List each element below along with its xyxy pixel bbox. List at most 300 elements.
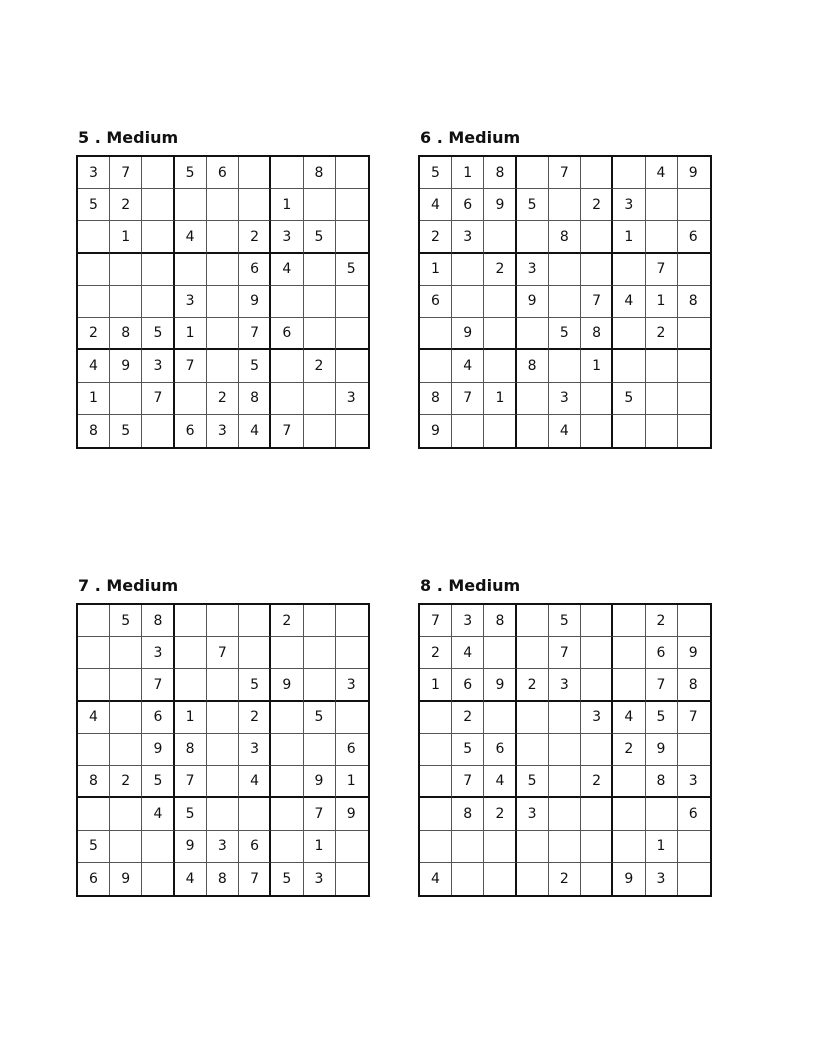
sudoku-cell [271,350,303,382]
sudoku-cell: 5 [304,702,336,734]
sudoku-cell [142,863,174,895]
sudoku-cell [304,383,336,415]
sudoku-cell [142,286,174,318]
sudoku-cell [549,734,581,766]
sudoku-cell: 4 [78,702,110,734]
sudoku-cell [110,637,142,669]
sudoku-cell [452,415,484,447]
sudoku-cell: 1 [110,221,142,253]
sudoku-cell: 8 [78,415,110,447]
sudoku-cell: 6 [207,157,239,189]
sudoku-cell [581,254,613,286]
sudoku-cell: 6 [78,863,110,895]
sudoku-cell: 3 [78,157,110,189]
sudoku-cell: 3 [175,286,207,318]
sudoku-cell [613,831,645,863]
sudoku-cell [78,254,110,286]
sudoku-cell: 4 [646,157,678,189]
sudoku-cell: 1 [175,318,207,350]
sudoku-cell: 9 [271,669,303,701]
sudoku-cell [336,157,368,189]
sudoku-cell [678,383,710,415]
sudoku-cell: 1 [336,766,368,798]
sudoku-cell: 7 [142,669,174,701]
sudoku-cell: 5 [239,350,271,382]
sudoku-cell: 3 [271,221,303,253]
sudoku-cell: 7 [420,605,452,637]
sudoku-cell: 3 [239,734,271,766]
sudoku-cell [581,221,613,253]
sudoku-cell: 7 [239,863,271,895]
sudoku-cell: 6 [271,318,303,350]
sudoku-cell: 3 [452,605,484,637]
sudoku-cell [304,189,336,221]
sudoku-cell: 1 [581,350,613,382]
sudoku-cell [678,254,710,286]
sudoku-cell: 2 [271,605,303,637]
sudoku-cell: 8 [581,318,613,350]
sudoku-cell: 7 [678,702,710,734]
sudoku-cell: 2 [304,350,336,382]
sudoku-cell [452,286,484,318]
sudoku-cell [110,734,142,766]
sudoku-cell: 4 [452,637,484,669]
sudoku-cell [207,254,239,286]
sudoku-cell [517,863,549,895]
sudoku-cell: 8 [484,157,516,189]
sudoku-cell: 2 [484,798,516,830]
sudoku-cell: 6 [678,221,710,253]
sudoku-cell: 2 [239,702,271,734]
sudoku-cell: 9 [142,734,174,766]
sudoku-cell: 5 [549,318,581,350]
sudoku-cell: 1 [420,669,452,701]
sudoku-cell: 9 [420,415,452,447]
sudoku-cell [110,798,142,830]
sudoku-cell [142,189,174,221]
sudoku-cell: 2 [110,766,142,798]
sudoku-cell [484,415,516,447]
sudoku-cell: 1 [78,383,110,415]
sudoku-cell: 4 [549,415,581,447]
sudoku-cell [452,254,484,286]
sudoku-cell: 4 [420,189,452,221]
sudoku-cell [207,318,239,350]
sudoku-cell: 8 [678,669,710,701]
sudoku-cell [142,415,174,447]
sudoku-cell: 4 [142,798,174,830]
sudoku-cell: 3 [646,863,678,895]
sudoku-grid [76,155,370,449]
sudoku-cell: 1 [271,189,303,221]
sudoku-cell [678,831,710,863]
sudoku-cell [304,669,336,701]
sudoku-cell [613,350,645,382]
sudoku-cell [613,415,645,447]
sudoku-cell [581,798,613,830]
sudoku-cell [517,734,549,766]
sudoku-cell [420,798,452,830]
sudoku-cell: 3 [678,766,710,798]
sudoku-cell [517,831,549,863]
sudoku-cell: 2 [613,734,645,766]
sudoku-cell [678,734,710,766]
sudoku-cell: 2 [420,221,452,253]
sudoku-cell: 2 [517,669,549,701]
sudoku-cell [678,350,710,382]
sudoku-cell: 7 [646,669,678,701]
sudoku-cell [581,605,613,637]
sudoku-cell: 9 [613,863,645,895]
sudoku-cell: 9 [175,831,207,863]
sudoku-cell [646,798,678,830]
sudoku-cell: 3 [517,798,549,830]
sudoku-cell [304,318,336,350]
sudoku-cell: 6 [452,669,484,701]
sudoku-cell: 8 [420,383,452,415]
sudoku-cell: 6 [420,286,452,318]
sudoku-cell [581,734,613,766]
sudoku-cell [484,637,516,669]
sudoku-cell: 5 [304,221,336,253]
sudoku-cell [239,605,271,637]
sudoku-cell: 7 [207,637,239,669]
sudoku-cell [549,254,581,286]
sudoku-cell [239,798,271,830]
sudoku-cell: 7 [452,766,484,798]
sudoku-cell: 9 [110,863,142,895]
sudoku-cell [78,605,110,637]
sudoku-cell [517,415,549,447]
sudoku-cell: 5 [239,669,271,701]
sudoku-cell: 9 [304,766,336,798]
sudoku-cell: 1 [646,831,678,863]
sudoku-cell [517,157,549,189]
sudoku-cell: 1 [452,157,484,189]
sudoku-cell [678,863,710,895]
sudoku-cell [613,798,645,830]
sudoku-cell: 6 [142,702,174,734]
sudoku-cell [110,254,142,286]
sudoku-cell [613,669,645,701]
sudoku-cell: 8 [678,286,710,318]
sudoku-cell: 9 [678,157,710,189]
sudoku-cell: 4 [78,350,110,382]
sudoku-cell: 3 [452,221,484,253]
sudoku-cell: 5 [613,383,645,415]
sudoku-cell [452,831,484,863]
sudoku-cell: 1 [175,702,207,734]
sudoku-cell [207,189,239,221]
sudoku-cell [336,605,368,637]
sudoku-cell: 2 [207,383,239,415]
sudoku-grid [76,603,370,897]
sudoku-cell: 9 [484,189,516,221]
sudoku-cell [420,766,452,798]
sudoku-cell [581,863,613,895]
sudoku-cell [613,157,645,189]
sudoku-cell [207,605,239,637]
sudoku-cell: 2 [581,766,613,798]
sudoku-cell: 7 [142,383,174,415]
sudoku-cell: 1 [420,254,452,286]
sudoku-cell: 7 [452,383,484,415]
sudoku-cell [336,318,368,350]
sudoku-cell: 6 [646,637,678,669]
sudoku-cell: 8 [549,221,581,253]
sudoku-cell: 5 [420,157,452,189]
sudoku-cell [271,637,303,669]
sudoku-cell [336,831,368,863]
sudoku-cell [207,734,239,766]
sudoku-cell: 7 [271,415,303,447]
sudoku-cell [175,189,207,221]
sudoku-cell: 2 [484,254,516,286]
sudoku-cell: 8 [110,318,142,350]
sudoku-cell: 7 [581,286,613,318]
sudoku-cell: 9 [646,734,678,766]
sudoku-cell: 5 [517,189,549,221]
sudoku-cell: 3 [336,669,368,701]
sudoku-cell: 3 [207,415,239,447]
sudoku-cell [420,350,452,382]
sudoku-cell [517,383,549,415]
sudoku-cell [304,415,336,447]
sudoku-grid [418,155,712,449]
sudoku-cell: 7 [549,637,581,669]
sudoku-cell: 3 [613,189,645,221]
sudoku-cell: 2 [110,189,142,221]
sudoku-cell [452,863,484,895]
sudoku-cell [484,863,516,895]
sudoku-cell [517,702,549,734]
sudoku-cell: 9 [110,350,142,382]
sudoku-cell [207,221,239,253]
sudoku-cell: 4 [239,766,271,798]
sudoku-cell: 4 [613,286,645,318]
sudoku-cell: 9 [239,286,271,318]
sudoku-cell [549,766,581,798]
sudoku-cell: 6 [484,734,516,766]
sudoku-cell: 5 [142,318,174,350]
sudoku-cell [678,415,710,447]
sudoku-cell: 2 [239,221,271,253]
sudoku-cell [78,734,110,766]
sudoku-cell [678,189,710,221]
sudoku-cell [239,157,271,189]
sudoku-cell: 1 [646,286,678,318]
sudoku-cell [271,702,303,734]
sudoku-cell: 5 [646,702,678,734]
sudoku-cell [484,318,516,350]
sudoku-cell [581,157,613,189]
sudoku-cell: 5 [110,605,142,637]
sudoku-cell [336,863,368,895]
sudoku-cell [336,286,368,318]
sudoku-cell: 8 [239,383,271,415]
sudoku-cell: 1 [613,221,645,253]
sudoku-cell: 2 [452,702,484,734]
sudoku-cell: 5 [549,605,581,637]
puzzle-title: 6 . Medium [420,128,521,147]
sudoku-cell [304,286,336,318]
sudoku-cell [271,734,303,766]
sudoku-cell [239,189,271,221]
sudoku-cell [110,702,142,734]
sudoku-cell: 4 [175,221,207,253]
sudoku-cell [175,383,207,415]
sudoku-cell [581,415,613,447]
sudoku-cell: 3 [336,383,368,415]
sudoku-cell [517,605,549,637]
sudoku-cell [175,605,207,637]
sudoku-cell: 8 [175,734,207,766]
sudoku-cell [420,318,452,350]
sudoku-cell [175,637,207,669]
sudoku-cell [78,798,110,830]
sudoku-cell [549,286,581,318]
sudoku-cell: 4 [484,766,516,798]
sudoku-cell: 5 [142,766,174,798]
sudoku-cell [175,254,207,286]
sudoku-cell: 7 [646,254,678,286]
sudoku-cell [549,831,581,863]
sudoku-cell [271,383,303,415]
sudoku-cell [549,189,581,221]
sudoku-cell [484,221,516,253]
sudoku-cell: 6 [452,189,484,221]
sudoku-cell: 9 [678,637,710,669]
sudoku-cell: 8 [646,766,678,798]
sudoku-cell: 5 [336,254,368,286]
sudoku-cell [304,637,336,669]
sudoku-cell [613,605,645,637]
sudoku-grid [418,603,712,897]
sudoku-cell [517,221,549,253]
sudoku-cell [207,350,239,382]
sudoku-cell [271,831,303,863]
sudoku-cell: 5 [78,831,110,863]
sudoku-cell [110,383,142,415]
sudoku-cell [304,734,336,766]
sudoku-cell [549,798,581,830]
sudoku-cell: 3 [304,863,336,895]
sudoku-cell [517,318,549,350]
sudoku-cell [336,637,368,669]
sudoku-cell [78,669,110,701]
sudoku-cell: 4 [452,350,484,382]
sudoku-cell: 9 [452,318,484,350]
sudoku-cell [613,766,645,798]
sudoku-cell [581,383,613,415]
sudoku-cell: 8 [78,766,110,798]
sudoku-cell [646,189,678,221]
sudoku-cell: 1 [484,383,516,415]
sudoku-cell [336,702,368,734]
sudoku-cell [484,350,516,382]
sudoku-cell [517,637,549,669]
sudoku-cell: 8 [207,863,239,895]
sudoku-cell [581,637,613,669]
sudoku-cell [175,669,207,701]
sudoku-cell [304,254,336,286]
puzzle-title: 5 . Medium [78,128,179,147]
sudoku-cell: 5 [517,766,549,798]
sudoku-cell: 7 [175,766,207,798]
sudoku-cell: 3 [142,637,174,669]
sudoku-cell [581,669,613,701]
sudoku-cell [613,254,645,286]
sudoku-cell: 2 [646,318,678,350]
sudoku-cell: 7 [175,350,207,382]
sudoku-cell: 7 [549,157,581,189]
sudoku-cell: 8 [452,798,484,830]
sudoku-cell: 2 [420,637,452,669]
sudoku-cell: 2 [581,189,613,221]
sudoku-cell: 3 [517,254,549,286]
sudoku-cell [110,669,142,701]
sudoku-cell [613,637,645,669]
sudoku-cell: 5 [175,157,207,189]
sudoku-cell [207,766,239,798]
sudoku-cell: 4 [239,415,271,447]
sudoku-cell: 2 [78,318,110,350]
sudoku-cell: 9 [517,286,549,318]
sudoku-cell: 7 [304,798,336,830]
sudoku-cell: 3 [142,350,174,382]
sudoku-cell [646,383,678,415]
sudoku-cell [484,831,516,863]
sudoku-cell [549,350,581,382]
sudoku-cell [336,221,368,253]
sudoku-cell: 5 [175,798,207,830]
sudoku-cell [646,350,678,382]
sudoku-cell: 5 [110,415,142,447]
sudoku-cell [304,605,336,637]
sudoku-cell [420,831,452,863]
sudoku-cell: 3 [207,831,239,863]
sudoku-cell: 2 [549,863,581,895]
sudoku-cell [646,415,678,447]
sudoku-cell [484,702,516,734]
sudoku-cell: 8 [517,350,549,382]
sudoku-cell [271,286,303,318]
sudoku-cell: 6 [175,415,207,447]
puzzle-title: 8 . Medium [420,576,521,595]
sudoku-cell: 8 [142,605,174,637]
sudoku-cell [271,157,303,189]
sudoku-cell [207,286,239,318]
sudoku-cell [142,157,174,189]
sudoku-cell [581,831,613,863]
sudoku-cell: 4 [271,254,303,286]
sudoku-cell: 3 [581,702,613,734]
sudoku-cell [78,286,110,318]
sudoku-cell [110,831,142,863]
sudoku-cell: 3 [549,669,581,701]
sudoku-cell: 9 [484,669,516,701]
sudoku-cell: 6 [336,734,368,766]
sudoku-cell [678,605,710,637]
sudoku-cell [78,221,110,253]
sudoku-cell [142,221,174,253]
sudoku-cell: 2 [646,605,678,637]
sudoku-cell: 3 [549,383,581,415]
sudoku-cell [336,415,368,447]
sudoku-cell [420,702,452,734]
sudoku-cell: 5 [271,863,303,895]
sudoku-cell [336,350,368,382]
